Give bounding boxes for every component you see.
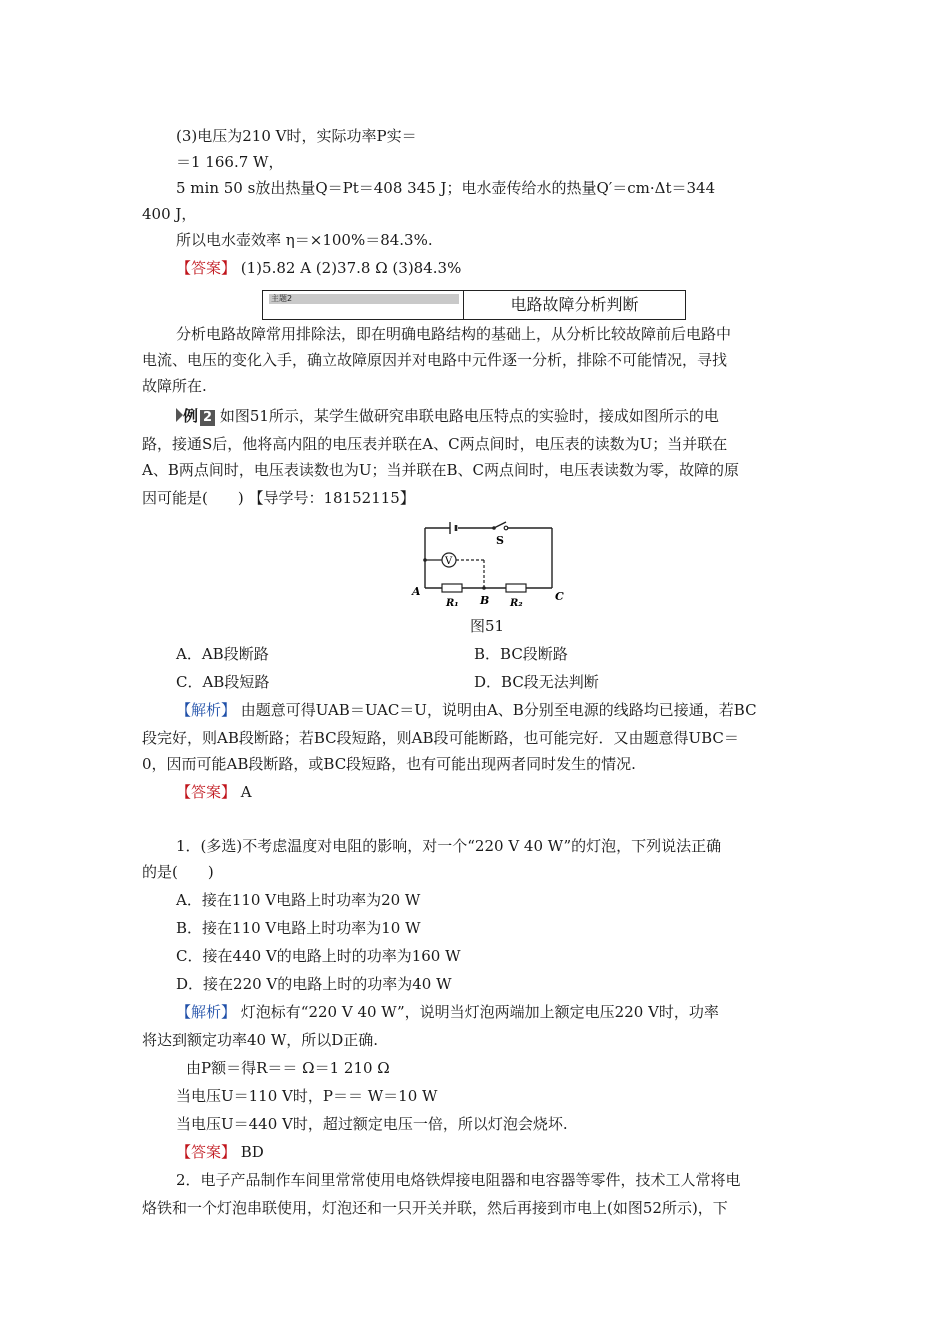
answer-tag: 【答案】 — [176, 783, 237, 801]
solution-line: 所以电水壶效率 η＝×100%＝84.3%. — [176, 231, 433, 249]
topic-tag: 主题2 — [269, 294, 459, 304]
answer-line — [176, 1142, 264, 1162]
r2-label: R₂ — [510, 598, 523, 609]
calc-line: 当电压U＝440 V时，超过额定电压一倍，所以灯泡会烧坏. — [176, 1115, 568, 1133]
option-c: C．AB段短路 — [176, 673, 270, 691]
solution-line: 5 min 50 s放出热量Q＝Pt＝408 345 J；电水壶传给水的热量Q′＝cm·Δt＝344 — [176, 179, 716, 197]
answer-tag: 【答案】 — [176, 259, 237, 277]
point-a-label: A — [412, 585, 421, 598]
calc-line: 由P额＝得R＝＝ Ω＝1 210 Ω — [186, 1059, 390, 1077]
example-line: A、B两点间时，电压表读数也为U；当并联在B、C两点间时，电压表读数为零，故障的原 — [142, 461, 740, 479]
question-line: 的是( ) — [142, 863, 214, 881]
option-d: D．BC段无法判断 — [474, 673, 599, 691]
answer-text: BD — [236, 1143, 264, 1161]
example-badge-label: 例 — [183, 407, 199, 425]
switch-contact — [504, 526, 508, 530]
example-text: 如图51所示，某学生做研究串联电路电压特点的实验时，接成如图所示的电 — [215, 407, 719, 425]
calc-line: 当电压U＝110 V时，P＝＝ W＝10 W — [176, 1087, 438, 1105]
question-line: 2．电子产品制作车间里常常使用电烙铁焊接电阻器和电容器等零件，技术工人常将电 — [176, 1171, 741, 1189]
junction-dot — [482, 586, 486, 590]
point-b-label: B — [480, 594, 490, 607]
voltmeter-label: V — [445, 556, 453, 567]
answer-text: A — [236, 783, 252, 801]
analysis-tag: 【解析】 — [176, 701, 237, 719]
option-d: D．接在220 V的电路上时的功率为40 W — [176, 975, 452, 993]
topic-banner — [262, 290, 686, 320]
answer-text: (1)5.82 A (2)37.8 Ω (3)84.3% — [236, 259, 462, 277]
answer-line — [176, 782, 252, 802]
answer-tag: 【答案】 — [176, 1143, 237, 1161]
option-c: C．接在440 V的电路上时的功率为160 W — [176, 947, 461, 965]
intro-line: 电流、电压的变化入手，确立故障原因并对电路中元件逐一分析，排除不可能情况，寻找 — [142, 351, 728, 369]
option-b: B．接在110 V电路上时功率为10 W — [176, 919, 421, 937]
example-line: 因可能是( ) 【导学号：18152115】 — [142, 489, 415, 507]
example-badge-number: 2 — [200, 410, 215, 426]
answer-line — [176, 258, 461, 278]
intro-line: 分析电路故障常用排除法，即在明确电路结构的基础上，从分析比较故障前后电路中 — [176, 325, 732, 343]
r1-label: R₁ — [446, 598, 459, 609]
question-line: 1．(多选)不考虑温度对电阻的影响，对一个“220 V 40 W”的灯泡，下列说法正确 — [176, 837, 722, 855]
example-line — [176, 406, 719, 426]
switch-label: S — [496, 534, 504, 547]
analysis-line — [176, 1002, 719, 1022]
circuit-diagram — [410, 518, 570, 618]
analysis-line: 0，因而可能AB段断路，或BC段短路，也有可能出现两者同时发生的情况. — [142, 755, 636, 773]
analysis-text: 灯泡标有“220 V 40 W”，说明当灯泡两端加上额定电压220 V时，功率 — [236, 1003, 719, 1021]
solution-line: 400 J， — [142, 205, 197, 223]
option-a: A．AB段断路 — [176, 645, 269, 663]
junction-dot — [423, 558, 427, 562]
option-b: B．BC段断路 — [474, 645, 568, 663]
option-a: A．接在110 V电路上时功率为20 W — [176, 891, 421, 909]
figure-caption: 图51 — [470, 617, 505, 635]
analysis-tag: 【解析】 — [176, 1003, 237, 1021]
example-badge — [176, 406, 215, 426]
point-c-label: C — [555, 590, 564, 603]
question-line: 烙铁和一个灯泡串联使用，灯泡还和一只开关并联，然后再接到市电上(如图52所示)，下 — [142, 1199, 728, 1217]
topic-title: 电路故障分析判断 — [510, 295, 639, 314]
analysis-line: 段完好，则AB段断路；若BC段短路，则AB段可能断路，也可能完好．又由题意得UBC＝ — [142, 729, 739, 747]
example-line: 路，接通S后，他将高内阻的电压表并联在A、C两点间时，电压表的读数为U；当并联在 — [142, 435, 728, 453]
arrow-icon — [176, 408, 183, 422]
solution-line: ＝1 166.7 W， — [176, 153, 284, 171]
intro-line: 故障所在. — [142, 377, 207, 395]
analysis-text: 由题意可得UAB＝UAC＝U，说明由A、B分别至电源的线路均已接通，若BC — [236, 701, 757, 719]
analysis-line: 将达到额定功率40 W，所以D正确. — [142, 1031, 379, 1049]
analysis-line — [176, 700, 757, 720]
resistor-r2 — [506, 584, 526, 592]
solution-line: (3)电压为210 V时，实际功率P实＝ — [176, 127, 417, 145]
resistor-r1 — [442, 584, 462, 592]
